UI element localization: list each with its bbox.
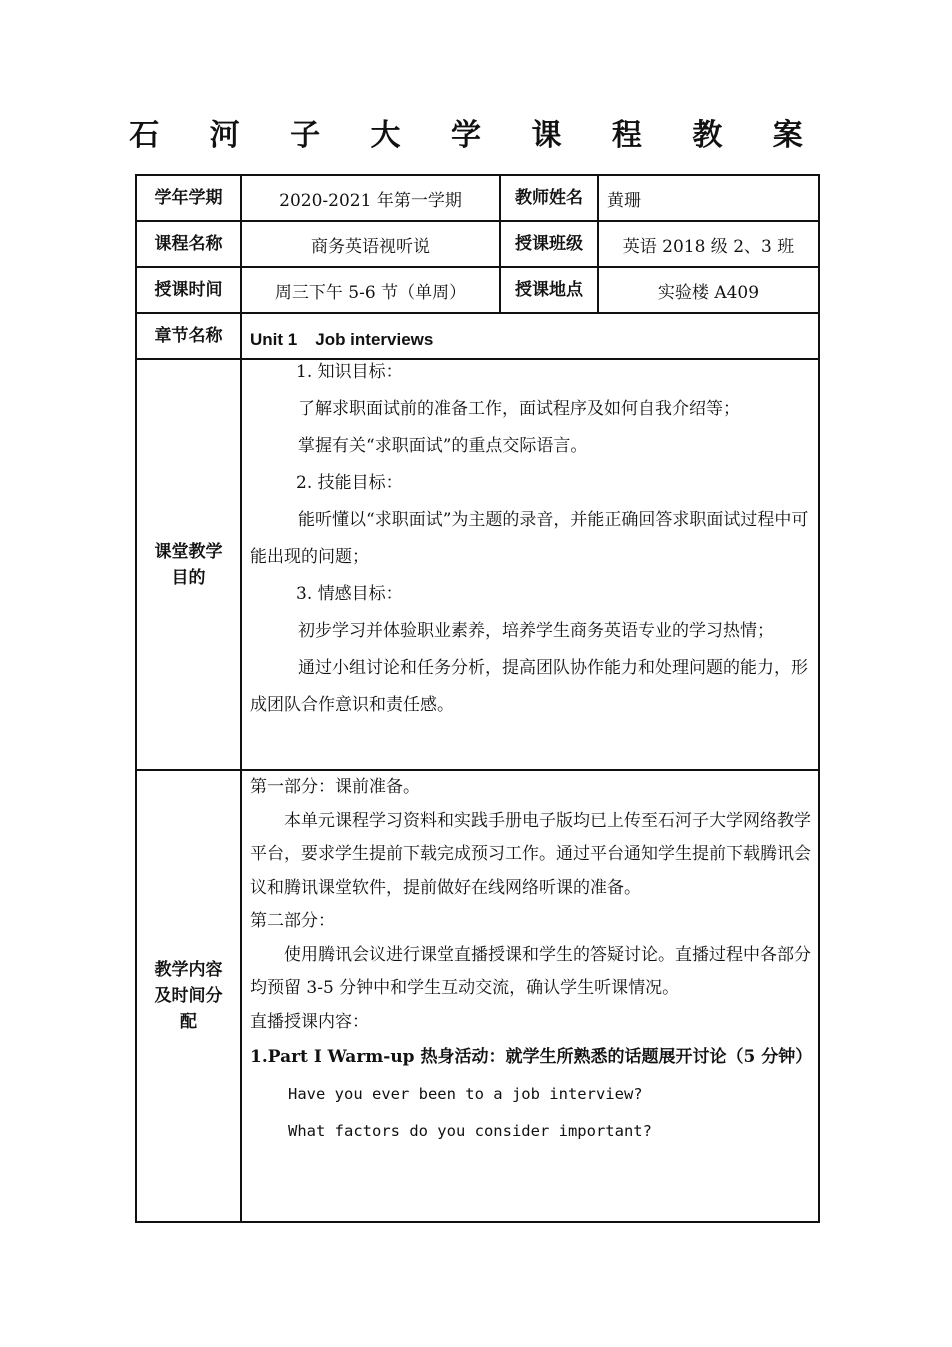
part2-heading: 第二部分： [250,911,335,931]
warmup-question: What factors do you consider important? [288,1122,652,1140]
objective-line: 了解求职面试前的准备工作，面试程序及如何自我介绍等； [298,399,740,419]
class-label: 授课班级 [500,221,598,267]
warmup-heading: 1.Part I Warm-up 热身活动：就学生所熟悉的话题展开讨论（5 分钟） [250,1047,813,1067]
objectives-label [136,359,241,770]
objective-line: 掌握有关“求职面试”的重点交际语言。 [298,436,588,456]
objective-line: 初步学习并体验职业素养，培养学生商务英语专业的学习热情； [298,621,774,641]
time-label: 授课时间 [136,267,241,313]
part1-heading: 第一部分：课前准备。 [250,777,420,797]
live-heading: 直播授课内容： [250,1011,369,1032]
part2-text: 使用腾讯会议进行课堂直播授课和学生的答疑讨论。直播过程中各部分均预留 3-5 分钟中和学生互动交流，确认学生听课情况。 [250,944,811,998]
term-label: 学年学期 [136,175,241,221]
class-value: 英语 2018 级 2、3 班 [598,221,819,267]
course-value: 商务英语视听说 [241,221,500,267]
chapter-label: 章节名称 [136,313,241,359]
part1-text: 本单元课程学习资料和实践手册电子版均已上传至石河子大学网络教学平台，要求学生提前下载完成预习工作。通过平台通知学生提前下载腾讯会议和腾讯课堂软件，提前做好在线网络听课的准备。 [250,810,811,898]
objectives-label-text: 课堂教学目的 [154,541,223,588]
time-value: 周三下午 5-6 节（单周） [241,267,500,313]
objective-line: 能听懂以“求职面试”为主题的录音，并能正确回答求职面试过程中可能出现的问题； [250,510,809,567]
objective-heading-skill: 2. 技能目标： [296,473,403,493]
chapter-title: Job interviews [315,330,434,349]
content-label-text: 教学内容及时间分配 [154,960,223,1032]
page-title: 石 河 子 大 学 课 程 教 案 [129,118,823,153]
location-label: 授课地点 [500,267,598,313]
warmup-question: Have you ever been to a job interview? [288,1085,643,1103]
teaching-content [241,770,819,1222]
course-label: 课程名称 [136,221,241,267]
objectives-content [241,359,819,770]
objective-heading-knowledge: 1. 知识目标： [296,362,403,382]
lesson-plan-table [135,174,820,1223]
objective-line: 通过小组讨论和任务分析，提高团队协作能力和处理问题的能力，形成团队合作意识和责任感。 [250,658,808,715]
chapter-unit: Unit 1 [250,330,298,349]
teacher-label: 教师姓名 [500,175,598,221]
term-value: 2020-2021 年第一学期 [241,175,500,221]
content-label [136,770,241,1222]
teacher-value: 黄珊 [598,175,819,221]
location-value: 实验楼 A409 [598,267,819,313]
chapter-value [241,313,819,359]
objective-heading-emotion: 3. 情感目标： [296,584,403,604]
